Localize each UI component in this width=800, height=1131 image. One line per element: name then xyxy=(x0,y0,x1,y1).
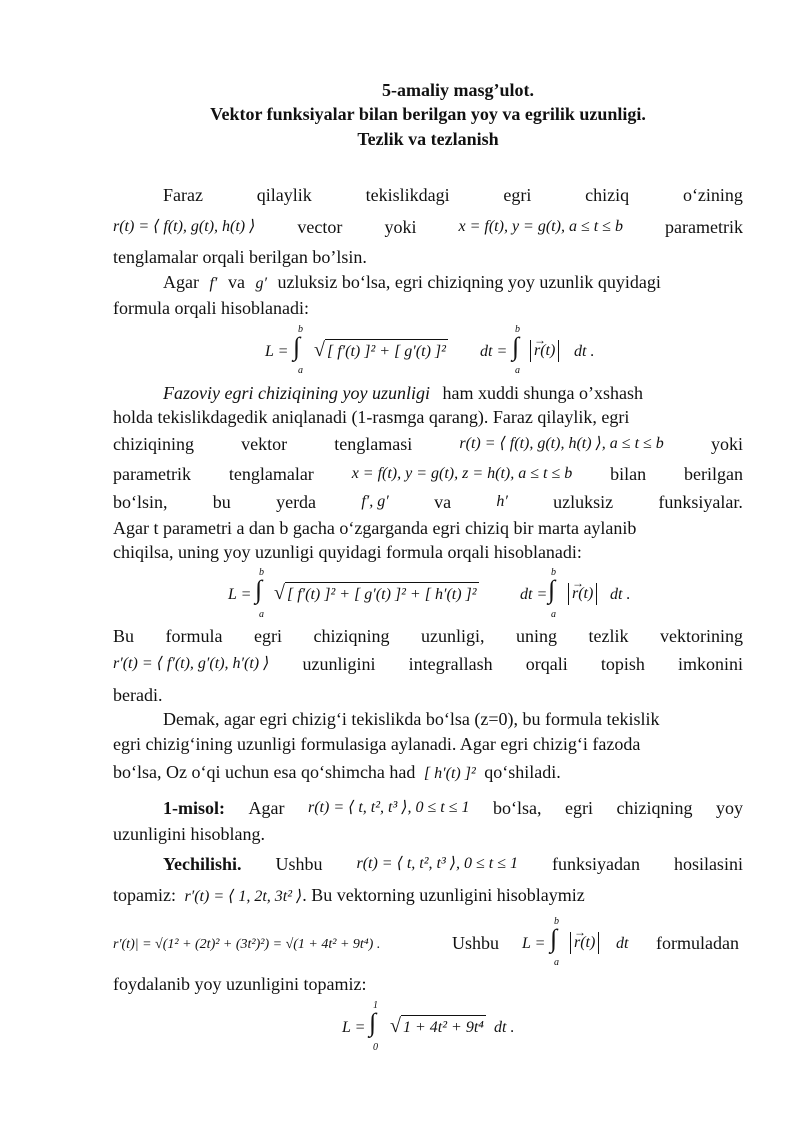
word: uzunligini xyxy=(302,654,376,674)
word: Bu xyxy=(113,626,135,646)
formula-lhs: L = xyxy=(522,935,546,952)
math-fg-prime: f′, g′ xyxy=(361,493,389,510)
integral-sign: ∫ xyxy=(550,924,558,953)
math-h-prime: h′ xyxy=(496,493,508,510)
word: orqali xyxy=(525,654,568,674)
word: tenglamasi xyxy=(334,434,413,454)
word: parametrik xyxy=(665,217,743,237)
word: topish xyxy=(600,654,645,674)
integral-sign: ∫ xyxy=(548,575,556,604)
word: yoki xyxy=(710,434,743,454)
word: chiziq xyxy=(585,185,630,205)
para1-line1 xyxy=(163,183,743,207)
para3-line6: Agar t parametri a dan b gacha o‘zgarganda egri chiziq bir marta aylanib xyxy=(113,518,637,538)
vector-r: → r(t) xyxy=(534,340,555,362)
solution-line1 xyxy=(163,852,743,876)
para5-line3 xyxy=(113,760,743,786)
vector-r: → r(t) xyxy=(572,583,593,605)
integral-upper-limit: b xyxy=(259,567,264,578)
integrand: 1 + 4t² + 9t⁴ xyxy=(401,1015,486,1040)
word: uzunligi, xyxy=(420,626,485,646)
formula-lhs: L = xyxy=(228,586,252,603)
para3-line1 xyxy=(163,381,743,405)
document-subtitle-2: Tezlik va tezlanish xyxy=(357,129,499,149)
solution-formula: r(t) = ⟨ t, t², t³ ⟩, 0 ≤ t ≤ 1 xyxy=(356,855,519,872)
document-subtitle-1: Vektor funksiyalar bilan berilgan yoy va egrilik uzunligi. xyxy=(210,104,646,124)
word: bo‘lsa, xyxy=(493,798,542,818)
integral-sign: ∫ xyxy=(512,332,520,361)
solution-label: Yechilishi. xyxy=(163,854,242,874)
para3-line3 xyxy=(113,432,743,456)
word: chiziqning xyxy=(616,798,693,818)
word: tekislikdagi xyxy=(365,185,450,205)
word: egri xyxy=(254,626,282,646)
para1-line3: tenglamalar orqali berilgan bo’lsin. xyxy=(113,247,367,267)
para4-line3: beradi. xyxy=(113,685,163,705)
para3-line7: chiqilsa, uning yoy uzunligi quyidagi formula orqali hisoblanadi: xyxy=(113,542,582,562)
word: funksiyalar. xyxy=(658,492,743,512)
word: bo‘lsin, xyxy=(113,492,168,512)
word: va xyxy=(227,272,245,292)
formula-dt: dt = xyxy=(480,343,508,360)
word: tenglamalar xyxy=(228,464,314,484)
text: qo‘shiladi. xyxy=(484,762,561,782)
formula-end: dt . xyxy=(610,586,631,603)
word: Agar xyxy=(163,272,199,292)
word: Ushbu xyxy=(452,933,500,953)
integral-lower-limit: a xyxy=(551,609,556,620)
word: bilan xyxy=(610,464,647,484)
integral-sign: ∫ xyxy=(293,332,301,361)
para5-line1: Demak, agar egri chizig‘i tekislikda bo‘lsa (z=0), bu formula tekislik xyxy=(163,709,660,729)
word: Ushbu xyxy=(275,854,323,874)
word: va xyxy=(434,492,452,512)
word: uning xyxy=(515,626,557,646)
formula-lhs: L = xyxy=(265,343,289,360)
para1-line2 xyxy=(113,215,743,239)
word: integrallash xyxy=(408,654,493,674)
word: egri xyxy=(565,798,594,818)
text: bo‘lsa, Oz o‘qi uchun esa qo‘shimcha had xyxy=(113,762,416,782)
formula-lhs: L = xyxy=(342,1019,366,1036)
example-label: 1-misol: xyxy=(163,798,225,818)
word: Faraz xyxy=(163,185,203,205)
word: vektorining xyxy=(659,626,743,646)
integral-sign: ∫ xyxy=(369,1008,377,1037)
integral-upper-limit: b xyxy=(515,324,520,335)
para3-line4 xyxy=(113,462,743,486)
word: yoki xyxy=(384,217,417,237)
word: parametrik xyxy=(113,464,191,484)
example-line2: uzunligini hisoblang. xyxy=(113,824,265,844)
para4-line2 xyxy=(113,652,743,676)
word: yoy xyxy=(716,798,743,818)
integral-upper-limit: b xyxy=(551,567,556,578)
parametric-formula: x = f(t), y = g(t), a ≤ t ≤ b xyxy=(458,218,623,235)
text: ham xuddi shunga o’xshash xyxy=(442,383,643,403)
word: berilgan xyxy=(684,464,743,484)
vector-formula: r(t) = ⟨ f(t), g(t), h(t) ⟩, a ≤ t ≤ b xyxy=(459,435,664,452)
math-g-prime: g′ xyxy=(255,275,267,292)
integral-lower-limit: a xyxy=(298,365,303,376)
parametric-formula: x = f(t), y = g(t), z = h(t), a ≤ t ≤ b xyxy=(351,465,573,482)
para2-line2: formula orqali hisoblanadi: xyxy=(113,298,309,318)
vector-norm xyxy=(568,582,597,606)
text: uzluksiz bo‘lsa, egri chiziqning yoy uzunlik quyidagi xyxy=(277,272,661,292)
vector-r: → r(t) xyxy=(574,932,595,954)
example-line1 xyxy=(163,796,743,820)
formula-dt: dt xyxy=(616,935,629,952)
para2-line1 xyxy=(163,270,743,296)
word: Agar xyxy=(248,798,285,818)
vector-formula: r(t) = ⟨ f(t), g(t), h(t) ⟩ xyxy=(113,218,256,235)
word: tezlik xyxy=(588,626,629,646)
velocity-formula: r′(t) = ⟨ f′(t), g′(t), h′(t) ⟩ xyxy=(113,655,270,672)
word: egri xyxy=(503,185,532,205)
solution-line2 xyxy=(113,883,743,909)
word: chiziqning xyxy=(313,626,390,646)
word: formuladan xyxy=(656,933,739,953)
para3-line2: holda tekislikdagedik aniqlanadi (1-rasmga qarang). Faraz qilaylik, egri xyxy=(113,407,630,427)
document-title: 5-amaliy masg’ulot. xyxy=(382,80,534,100)
sqrt-expression: √ [ f′(t) ]² + [ g′(t) ]² xyxy=(314,338,448,364)
para3-line5 xyxy=(113,490,743,514)
word: funksiyadan xyxy=(551,854,640,874)
word: vector xyxy=(297,217,343,237)
sqrt-expression: √ [ f′(t) ]² + [ g′(t) ]² + [ h′(t) ]² xyxy=(274,581,479,607)
integral-upper-limit: b xyxy=(298,324,303,335)
vector-norm xyxy=(530,339,559,363)
integral-lower-limit: 0 xyxy=(373,1042,378,1053)
vector-norm xyxy=(570,931,599,955)
sqrt-expression: √ 1 + 4t² + 9t⁴ xyxy=(390,1014,486,1040)
word: formula xyxy=(165,626,223,646)
integrand: [ f′(t) ]² + [ g′(t) ]² xyxy=(325,339,448,364)
text: . Bu vektorning uzunligini hisoblaymiz xyxy=(302,885,585,905)
word: bu xyxy=(212,492,231,512)
word: yerda xyxy=(276,492,317,512)
word: uzluksiz xyxy=(553,492,614,512)
text: topamiz: xyxy=(113,885,176,905)
integral-lower-limit: a xyxy=(259,609,264,620)
integral-lower-limit: a xyxy=(554,957,559,968)
integral-sign: ∫ xyxy=(255,575,263,604)
formula-dt: dt = xyxy=(520,586,548,603)
integral-lower-limit: a xyxy=(515,365,520,376)
math-h-term: [ h′(t) ]² xyxy=(423,765,476,782)
integral-upper-limit: b xyxy=(554,916,559,927)
norm-formula: r′(t)| = √(1² + (2t)² + (3t²)²) = √(1 + 4t² + 9t⁴) . xyxy=(113,937,381,952)
formula-end: dt . xyxy=(494,1019,515,1036)
word: o‘zining xyxy=(682,185,743,205)
word: qilaylik xyxy=(256,185,312,205)
word: imkonini xyxy=(677,654,743,674)
integral-upper-limit: 1 xyxy=(373,1000,378,1011)
para5-line2: egri chizig‘ining uzunligi formulasiga aylanadi. Agar egri chizig‘i fazoda xyxy=(113,734,641,754)
italic-term: Fazoviy egri chiziqining yoy uzunligi xyxy=(163,383,430,403)
solution-line4: foydalanib yoy uzunligini topamiz: xyxy=(113,974,367,994)
word: hosilasini xyxy=(673,854,743,874)
word: vektor xyxy=(241,434,288,454)
example-formula: r(t) = ⟨ t, t², t³ ⟩, 0 ≤ t ≤ 1 xyxy=(307,799,470,816)
word: chiziqining xyxy=(113,434,194,454)
math-f-prime: f′ xyxy=(209,275,218,292)
integrand: [ f′(t) ]² + [ g′(t) ]² + [ h′(t) ]² xyxy=(285,582,479,607)
derivative-formula: r′(t) = ⟨ 1, 2t, 3t² ⟩ xyxy=(184,888,303,905)
formula-end: dt . xyxy=(574,343,595,360)
para4-line1 xyxy=(113,624,743,648)
